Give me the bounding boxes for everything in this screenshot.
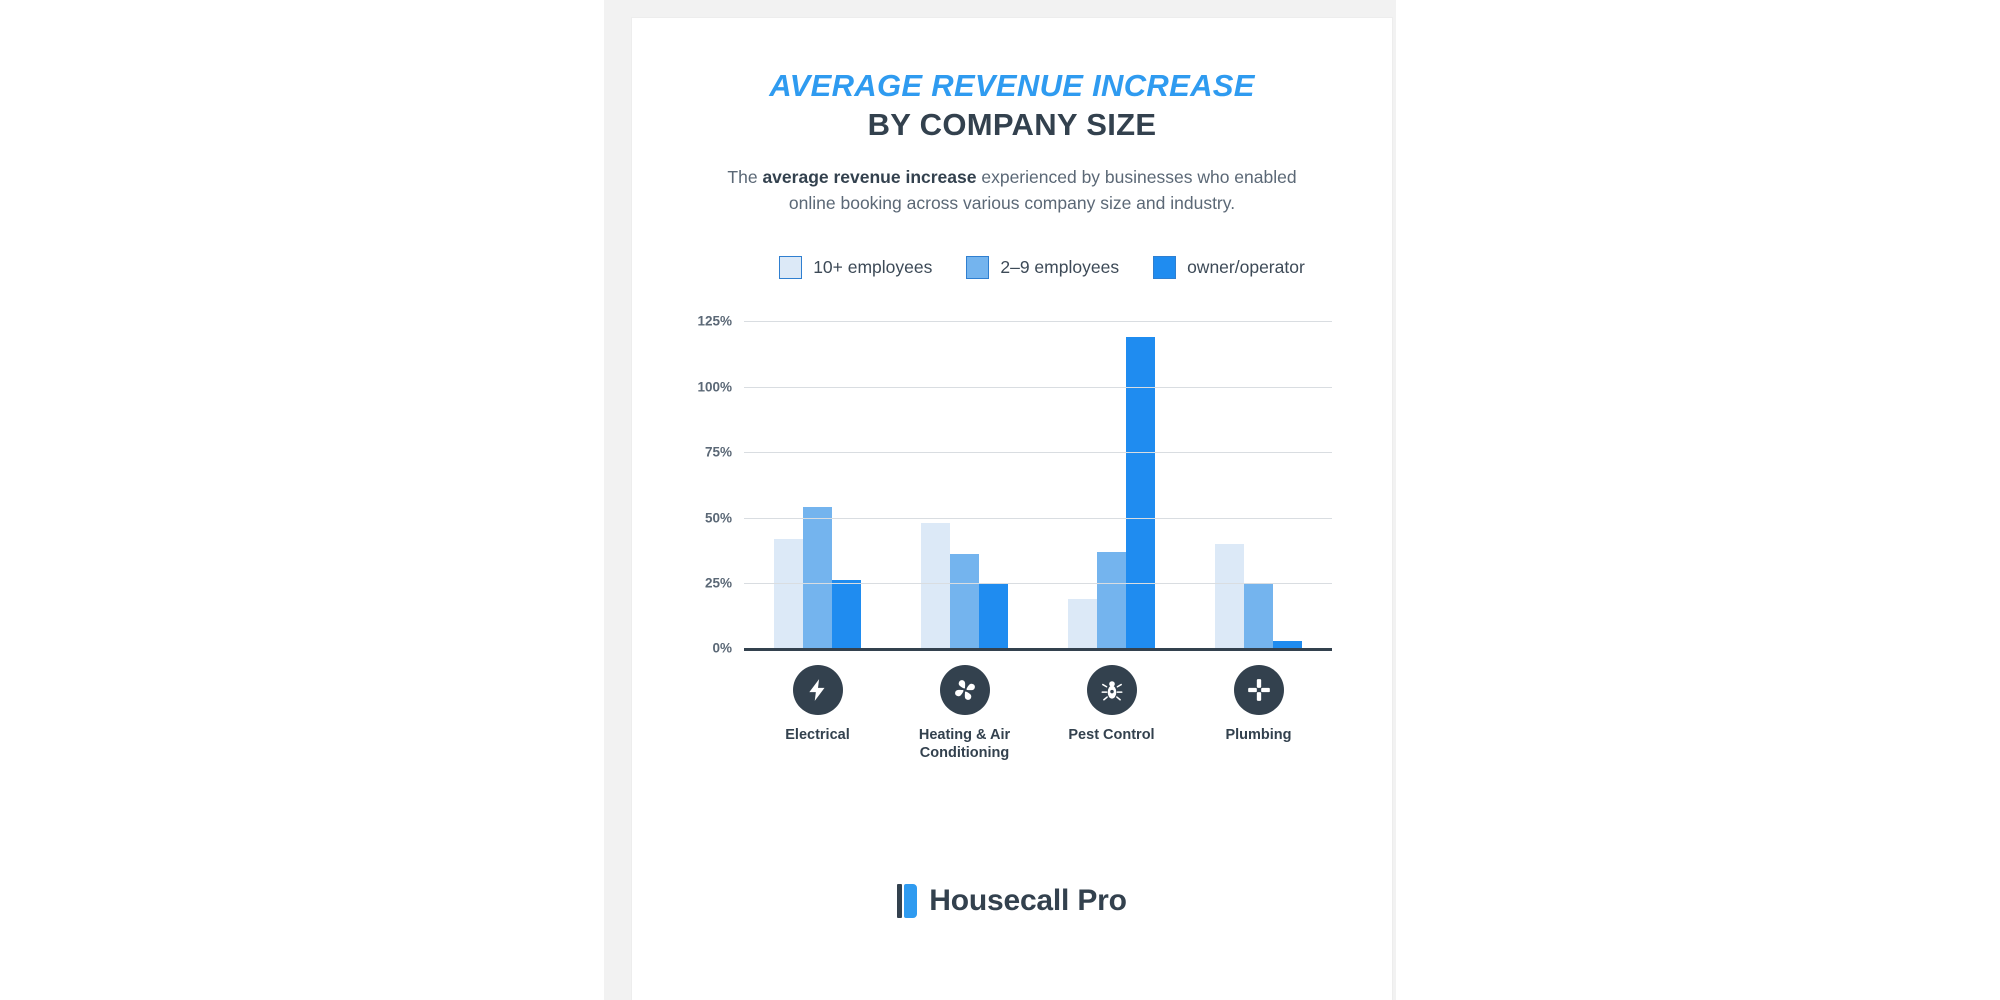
title-block: [632, 18, 1392, 143]
category-cell: [744, 665, 891, 762]
y-axis-tick-label: 0%: [712, 640, 732, 656]
bar[interactable]: [979, 583, 1008, 648]
subtitle-prefix: The: [727, 167, 763, 188]
bar-group: [1038, 321, 1185, 648]
gridline: [744, 387, 1332, 388]
left-background-pane: [0, 0, 604, 1000]
bar-groups: [744, 321, 1332, 648]
legend-label: owner/operator: [1187, 256, 1305, 277]
bolt-icon: [793, 665, 843, 715]
legend-swatch-icon: [779, 256, 802, 279]
plot-region: [744, 321, 1332, 651]
category-label: Pest Control: [1068, 726, 1155, 743]
bar-group: [744, 321, 891, 648]
infographic-card: [632, 18, 1392, 1000]
bar[interactable]: [1215, 544, 1244, 649]
legend-label: 2–9 employees: [1000, 256, 1120, 277]
legend-label: 10+ employees: [813, 256, 933, 277]
bar-group: [1185, 321, 1332, 648]
brand-name: Housecall Pro: [929, 884, 1127, 917]
category-cell: [1038, 665, 1185, 762]
bar-group: [891, 321, 1038, 648]
gridline: [744, 452, 1332, 453]
y-axis-tick-label: 125%: [697, 313, 732, 329]
chart-plot-area: [692, 313, 1332, 656]
plumbing-icon: [1234, 665, 1284, 715]
housecall-pro-mark-icon: [897, 884, 917, 918]
bar[interactable]: [1126, 337, 1155, 648]
chart-legend: [632, 256, 1392, 279]
category-cell: [1185, 665, 1332, 762]
y-axis-tick-label: 50%: [704, 510, 732, 526]
bar[interactable]: [950, 554, 979, 648]
gridline: [744, 321, 1332, 322]
gridline: [744, 518, 1332, 519]
subtitle: [702, 165, 1322, 216]
bar[interactable]: [832, 580, 861, 648]
category-label: Plumbing: [1225, 726, 1292, 743]
bar[interactable]: [1244, 583, 1273, 648]
y-axis-tick-label: 75%: [704, 444, 732, 460]
legend-item[interactable]: [966, 256, 1119, 279]
legend-item[interactable]: [779, 256, 932, 279]
fan-icon: [940, 665, 990, 715]
brand-logo: [632, 884, 1392, 918]
bar[interactable]: [1097, 552, 1126, 649]
y-axis-tick-label: 25%: [704, 575, 732, 591]
category-label: Electrical: [785, 726, 850, 743]
subtitle-suffix: experienced by businesses who enabled online booking across various company size and industry.: [788, 167, 1297, 213]
bar[interactable]: [1068, 599, 1097, 649]
gridline: [744, 583, 1332, 584]
y-axis-labels: [692, 313, 738, 656]
bar[interactable]: [1273, 641, 1302, 649]
y-axis-tick-label: 100%: [697, 379, 732, 395]
x-axis-line: [744, 648, 1332, 651]
bar[interactable]: [921, 523, 950, 649]
bar[interactable]: [774, 539, 803, 649]
legend-item[interactable]: [1153, 256, 1305, 279]
page-title-main: BY COMPANY SIZE: [867, 106, 1157, 142]
category-label: Heating & Air Conditioning: [918, 726, 1011, 762]
subtitle-emphasis: average revenue increase: [762, 167, 977, 188]
category-cell: [891, 665, 1038, 762]
right-background-pane: [1396, 0, 2000, 1000]
legend-swatch-icon: [966, 256, 989, 279]
pest-icon: [1087, 665, 1137, 715]
bar[interactable]: [803, 507, 832, 648]
legend-swatch-icon: [1153, 256, 1176, 279]
page-title-accent: AVERAGE REVENUE INCREASE: [769, 68, 1255, 103]
category-icon-row: [692, 665, 1332, 762]
